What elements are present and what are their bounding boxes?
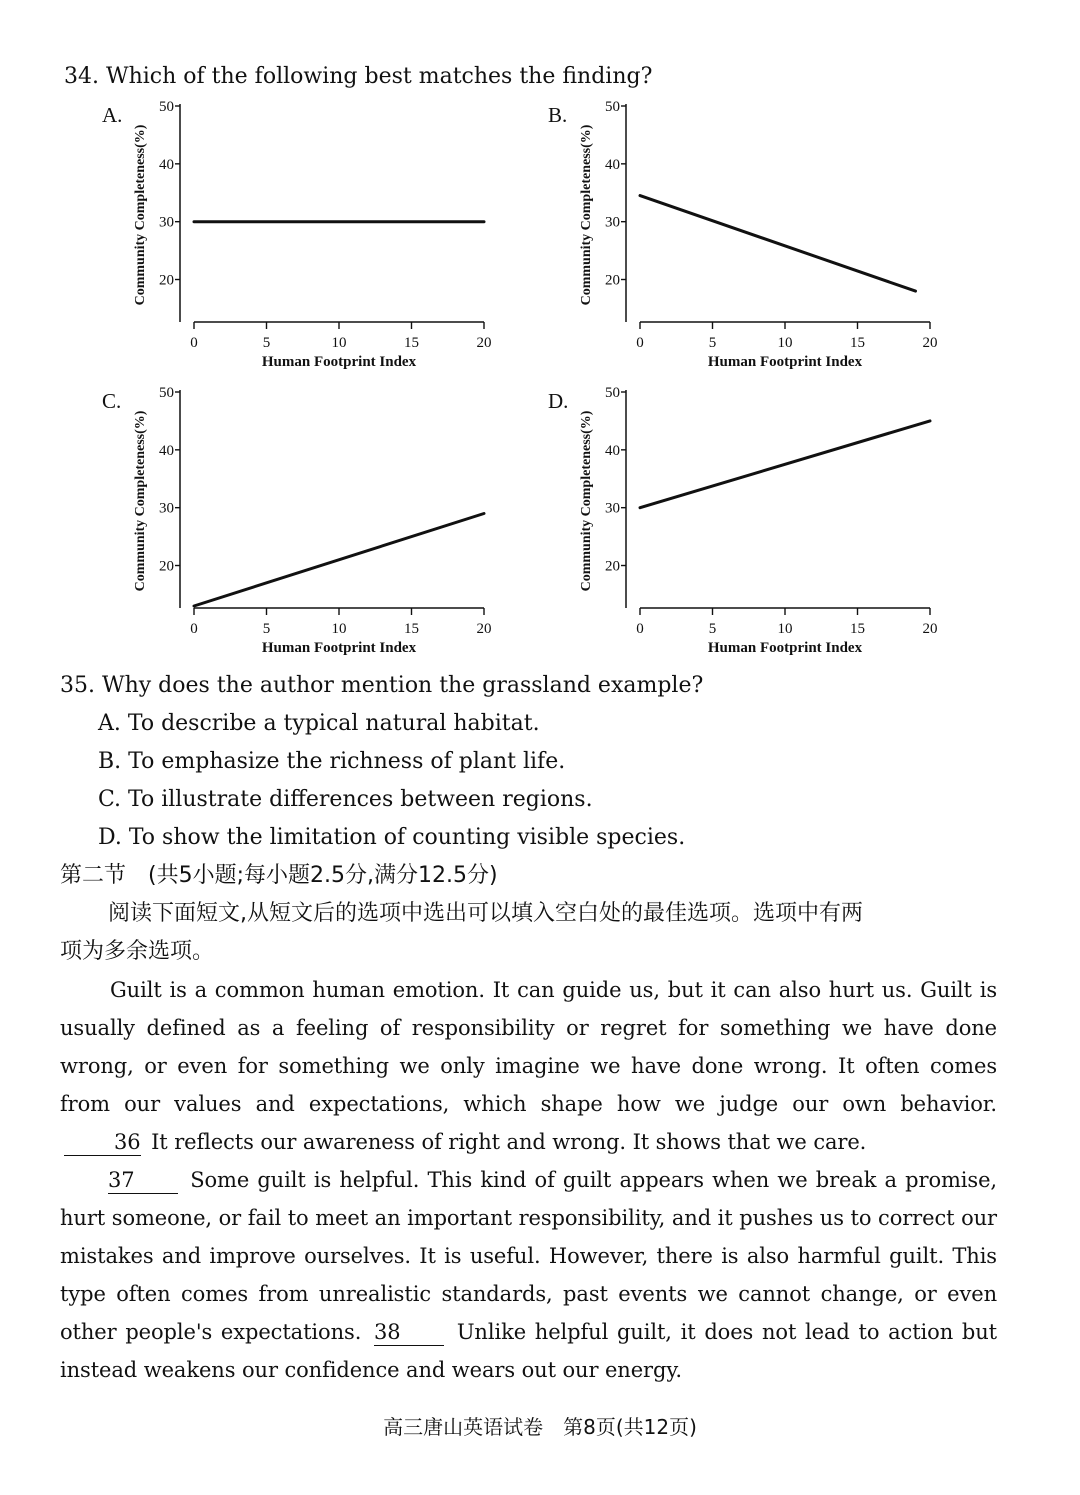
y-tick-label: 50 — [159, 385, 174, 401]
x-tick-label: 15 — [404, 621, 419, 637]
chart-panel-2 — [102, 385, 492, 656]
option-c: C. To illustrate differences between regions. — [98, 787, 593, 812]
x-tick-label: 10 — [331, 621, 347, 637]
y-axis-label: Community Completeness(%) — [133, 124, 148, 306]
x-tick-label: 0 — [636, 621, 644, 637]
passage-text: Unlike helpful guilt, it does not lead to action but instead weakens our confidence and wears out our energy. — [60, 1320, 998, 1382]
y-tick-label: 30 — [605, 500, 620, 517]
instruction-line-1: 阅读下面短文,从短文后的选项中选出可以填入空白处的最佳选项。选项中有两 — [108, 901, 863, 926]
x-tick-label: 0 — [190, 335, 198, 351]
blank-38: 38 — [374, 1319, 444, 1346]
blank-36: 36 — [64, 1129, 141, 1156]
y-tick-label: 50 — [159, 99, 174, 115]
passage-paragraph-1 — [60, 971, 997, 1161]
y-tick-label: 30 — [159, 214, 174, 231]
y-tick-label: 20 — [605, 272, 620, 289]
question-35-stem: 35. Why does the author mention the grassland example? — [60, 673, 704, 698]
passage-text: It reflects our awareness of right and wrong. It shows that we care. — [151, 1130, 867, 1154]
option-b: B. To emphasize the richness of plant life. — [98, 749, 566, 774]
y-tick-label: 20 — [159, 272, 174, 289]
x-tick-label: 5 — [708, 335, 717, 351]
question-34-stem: 34. Which of the following best matches the finding? — [64, 64, 653, 89]
x-tick-label: 0 — [636, 335, 644, 351]
x-axis-label: Human Footprint Index — [261, 354, 417, 370]
y-tick-label: 40 — [605, 442, 620, 459]
passage-paragraph-2 — [60, 1161, 997, 1389]
y-tick-label: 50 — [605, 385, 620, 401]
x-tick-label: 10 — [331, 335, 347, 351]
chart-letter: D. — [548, 389, 569, 413]
chart-panel-1 — [548, 99, 938, 370]
option-d: D. To show the limitation of counting visible species. — [98, 825, 686, 850]
x-tick-label: 15 — [850, 621, 865, 637]
option-a: A. To describe a typical natural habitat. — [98, 711, 540, 736]
x-tick-label: 20 — [476, 621, 492, 637]
x-tick-label: 20 — [476, 335, 492, 351]
y-tick-label: 30 — [159, 500, 174, 517]
section-heading: 第二节 (共5小题;每小题2.5分,满分12.5分) — [60, 863, 498, 888]
y-axis-label: Community Completeness(%) — [579, 410, 594, 592]
x-tick-label: 20 — [922, 335, 938, 351]
y-tick-label: 20 — [159, 558, 174, 575]
data-line — [194, 514, 484, 607]
page-footer: 高三唐山英语试卷 第8页(共12页) — [383, 1415, 697, 1439]
x-tick-label: 0 — [190, 621, 198, 637]
data-line — [640, 196, 916, 292]
x-tick-label: 5 — [708, 621, 717, 637]
x-tick-label: 10 — [777, 621, 793, 637]
y-axis-label: Community Completeness(%) — [133, 410, 148, 592]
chart-letter: A. — [102, 103, 123, 127]
y-tick-label: 40 — [159, 156, 174, 173]
x-tick-label: 15 — [404, 335, 419, 351]
y-tick-label: 50 — [605, 99, 620, 115]
y-tick-label: 40 — [605, 156, 620, 173]
y-axis-label: Community Completeness(%) — [579, 124, 594, 306]
passage-text: Guilt is a common human emotion. It can guide us, but it can also hurt us. Guilt is usually defined as a feeling of responsibility or regret for something we have done wrong, or even for something we only imagine we have done wrong. It often comes from our values and expectations, which shape how we judge our own behavior. — [60, 978, 997, 1116]
instruction-line-2: 项为多余选项。 — [60, 939, 215, 964]
data-line — [640, 421, 930, 508]
chart-letter: B. — [548, 103, 568, 127]
x-axis-label: Human Footprint Index — [261, 640, 417, 656]
chart-panel-3 — [548, 385, 938, 656]
passage-text: Some guilt is helpful. This kind of guilt appears when we break a promise, hurt someone, or fail to meet an important responsibility, and it pushes us to correct our mistakes and improve ourselves. It is useful. However, there is also harmful guilt. This type often comes from unrealistic standards, past events we cannot change, or even other people's expectations. — [60, 1168, 997, 1344]
y-tick-label: 20 — [605, 558, 620, 575]
chart-panel-0 — [102, 99, 492, 370]
x-tick-label: 5 — [262, 335, 271, 351]
x-axis-label: Human Footprint Index — [707, 640, 863, 656]
x-tick-label: 10 — [777, 335, 793, 351]
blank-37: 37 — [108, 1167, 178, 1194]
x-tick-label: 20 — [922, 621, 938, 637]
x-tick-label: 15 — [850, 335, 865, 351]
q34-charts — [0, 0, 1080, 700]
x-tick-label: 5 — [262, 621, 271, 637]
x-axis-label: Human Footprint Index — [707, 354, 863, 370]
chart-letter: C. — [102, 389, 122, 413]
y-tick-label: 40 — [159, 442, 174, 459]
y-tick-label: 30 — [605, 214, 620, 231]
